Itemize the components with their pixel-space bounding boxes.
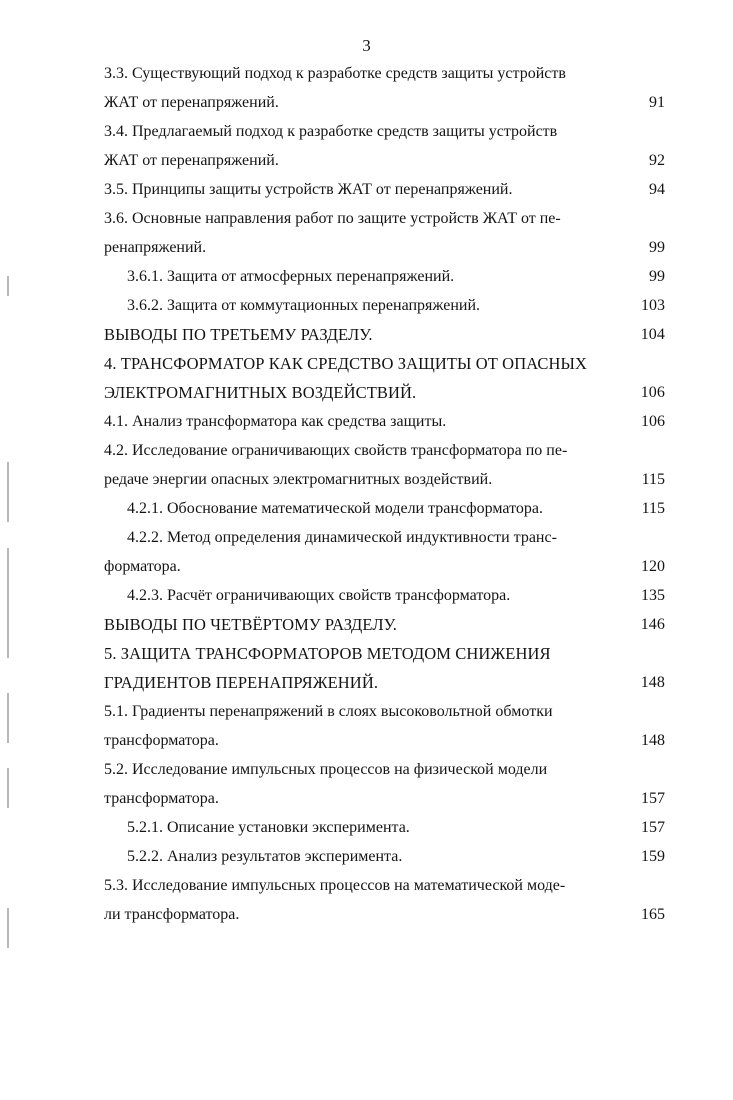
toc-entry-text: 4.2. Исследование ограничивающих свойств трансформатора по пе-: [104, 442, 568, 459]
toc-entry-text: трансформатора.: [104, 732, 219, 749]
toc-entry-page-number: 115: [641, 500, 665, 517]
toc-entry-text: ЖАТ от перенапряжений.: [104, 94, 279, 111]
toc-entry: [104, 175, 667, 204]
toc-entry: [104, 697, 667, 755]
toc-entry-page-number: 157: [641, 790, 665, 807]
toc-entry: [104, 523, 667, 581]
toc-entry: [104, 639, 667, 697]
toc-entry-text: 4.2.2. Метод определения динамической индуктивности транс-: [127, 529, 557, 546]
toc-entry-title-line: [104, 900, 667, 929]
toc-entry-page-number: 120: [641, 558, 665, 575]
toc-entry-page-number: 92: [649, 152, 665, 169]
toc-entry-page-number: 146: [640, 616, 665, 633]
toc-entry-text: 5.2.2. Анализ результатов эксперимента.: [127, 848, 403, 865]
toc-entry-text: 5.3. Исследование импульсных процессов на математической моде-: [104, 877, 566, 894]
toc-entry-title-line: [104, 117, 667, 146]
toc-entry-text: ВЫВОДЫ ПО ТРЕТЬЕМУ РАЗДЕЛУ.: [104, 325, 373, 344]
scan-artifact: [7, 768, 9, 808]
toc-entry-text: 3.6.2. Защита от коммутационных перенапряжений.: [127, 297, 481, 314]
toc-entry-text: ЭЛЕКТРОМАГНИТНЫХ ВОЗДЕЙСТВИЙ.: [104, 383, 417, 402]
toc-entry-title-line: [104, 175, 667, 204]
toc-entry-page-number: 157: [641, 819, 665, 836]
toc-entry-page-number: 104: [640, 326, 665, 343]
toc-entry-page-number: 135: [641, 587, 665, 604]
page-number: 3: [362, 36, 371, 55]
toc-entry-title-line: [104, 581, 667, 610]
toc-entry-title-line: [104, 291, 667, 320]
toc-entry-title-line: [104, 697, 667, 726]
scan-artifact: [7, 693, 9, 743]
toc-entry-text: трансформатора.: [104, 790, 219, 807]
toc-entry: [104, 59, 667, 117]
toc-entry-text: форматора.: [104, 558, 181, 575]
toc-entry-text: 3.6.1. Защита от атмосферных перенапряжений.: [127, 268, 455, 285]
toc-entry-text: 3.6. Основные направления работ по защите устройств ЖАТ от пе-: [104, 210, 561, 227]
toc-entry-title-line: [104, 378, 667, 407]
toc-entry-title-line: [104, 842, 667, 871]
toc-entry-title-line: [104, 465, 667, 494]
toc-entry: [104, 436, 667, 494]
toc-entry: [104, 813, 667, 842]
toc-entry-page-number: 94: [649, 181, 665, 198]
toc-entry-text: ГРАДИЕНТОВ ПЕРЕНАПРЯЖЕНИЙ.: [104, 673, 379, 692]
toc-entry-title-line: [104, 610, 667, 639]
toc-entry-page-number: 106: [640, 384, 665, 401]
toc-entry-title-line: [104, 233, 667, 262]
toc-entry-page-number: 103: [641, 297, 665, 314]
toc-entry-text: ренапряжений.: [104, 239, 207, 256]
toc-entry: [104, 349, 667, 407]
toc-entry-text: редаче энергии опасных электромагнитных воздействий.: [104, 471, 493, 488]
toc-entry: [104, 291, 667, 320]
toc-entry-page-number: 115: [641, 471, 665, 488]
toc-entry: [104, 320, 667, 349]
toc-entry-title-line: [104, 320, 667, 349]
toc-entry-title-line: [104, 349, 667, 378]
toc-entry-title-line: [104, 407, 667, 436]
toc-entry-title-line: [104, 88, 667, 117]
toc-entry-page-number: 148: [641, 732, 665, 749]
toc-entry: [104, 262, 667, 291]
toc-entry-text: 3.3. Существующий подход к разработке средств защиты устройств: [104, 65, 566, 82]
scan-artifact: [7, 276, 9, 296]
toc-entry-text: 4. ТРАНСФОРМАТОР КАК СРЕДСТВО ЗАЩИТЫ ОТ ОПАСНЫХ: [104, 354, 588, 373]
scan-artifact: [7, 548, 9, 658]
toc-entry-title-line: [104, 871, 667, 900]
toc-entry-text: ли трансформатора.: [104, 906, 240, 923]
scan-artifact: [7, 908, 9, 948]
toc-entry-page-number: 148: [640, 674, 665, 691]
toc-entry-title-line: [104, 755, 667, 784]
toc-entry-title-line: [104, 146, 667, 175]
toc-entry-text: 3.4. Предлагаемый подход к разработке средств защиты устройств: [104, 123, 558, 140]
toc-entry-text: ЖАТ от перенапряжений.: [104, 152, 279, 169]
toc-entry: [104, 117, 667, 175]
toc-entry: [104, 494, 667, 523]
toc-entry: [104, 871, 667, 929]
toc-entry: [104, 581, 667, 610]
toc-entry-text: 5.2. Исследование импульсных процессов на физической модели: [104, 761, 548, 778]
toc-entry-title-line: [104, 668, 667, 697]
toc-entry-text: ВЫВОДЫ ПО ЧЕТВЁРТОМУ РАЗДЕЛУ.: [104, 615, 397, 634]
toc-entry-title-line: [104, 523, 667, 552]
table-of-contents: [104, 59, 667, 929]
toc-entry-title-line: [104, 552, 667, 581]
toc-entry-title-line: [104, 494, 667, 523]
toc-entry-title-line: [104, 204, 667, 233]
toc-entry-title-line: [104, 436, 667, 465]
toc-entry-text: 5.2.1. Описание установки эксперимента.: [127, 819, 410, 836]
toc-entry-page-number: 165: [641, 906, 665, 923]
toc-entry-title-line: [104, 784, 667, 813]
toc-entry-title-line: [104, 813, 667, 842]
scan-artifact: [7, 462, 9, 522]
toc-entry-page-number: 91: [649, 94, 665, 111]
toc-entry: [104, 610, 667, 639]
toc-entry-text: 4.2.1. Обоснование математической модели трансформатора.: [127, 500, 543, 517]
toc-entry-text: 4.2.3. Расчёт ограничивающих свойств трансформатора.: [127, 587, 511, 604]
toc-entry-page-number: 99: [649, 268, 665, 285]
toc-entry-text: 5.1. Градиенты перенапряжений в слоях высоковольтной обмотки: [104, 703, 553, 720]
toc-entry-title-line: [104, 639, 667, 668]
toc-entry-page-number: 106: [641, 413, 665, 430]
toc-entry: [104, 204, 667, 262]
toc-entry-text: 3.5. Принципы защиты устройств ЖАТ от перенапряжений.: [104, 181, 513, 198]
toc-entry-text: 4.1. Анализ трансформатора как средства защиты.: [104, 413, 447, 430]
toc-entry-title-line: [104, 262, 667, 291]
toc-entry-title-line: [104, 726, 667, 755]
toc-entry: [104, 755, 667, 813]
toc-entry: [104, 407, 667, 436]
toc-entry-title-line: [104, 59, 667, 88]
toc-entry-page-number: 159: [641, 848, 665, 865]
toc-entry: [104, 842, 667, 871]
toc-entry-page-number: 99: [649, 239, 665, 256]
toc-entry-text: 5. ЗАЩИТА ТРАНСФОРМАТОРОВ МЕТОДОМ СНИЖЕНИЯ: [104, 644, 551, 663]
